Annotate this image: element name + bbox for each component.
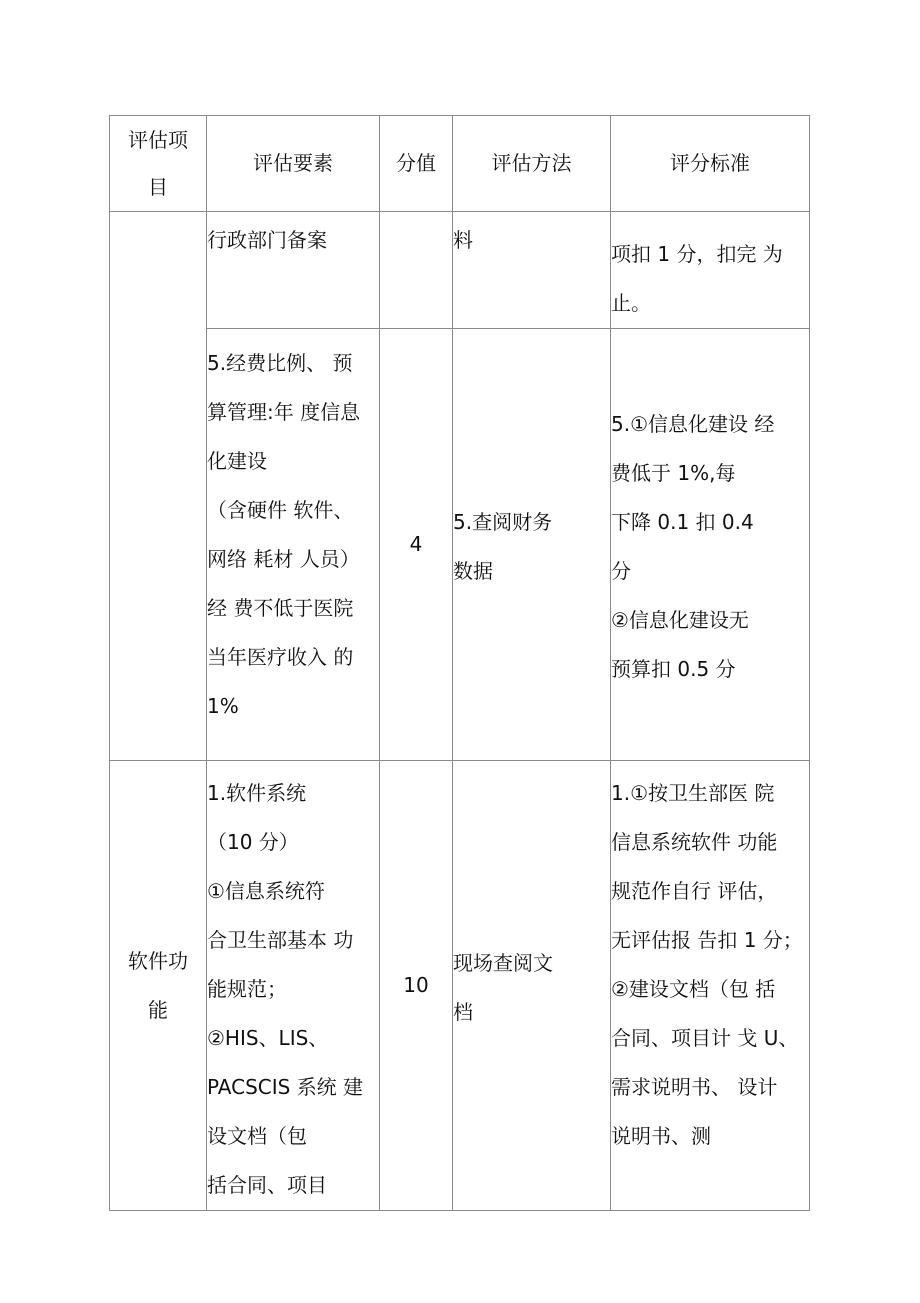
cell-item	[110, 212, 207, 329]
cell-score	[380, 212, 453, 329]
cell-score: 4	[380, 329, 453, 761]
cell-criteria: 1.①按卫生部医 院 信息系统软件 功能 规范作自行 评估， 无评估报 告扣 1 分； ②建设文档（包 括 合同、项目计 戈 U、 需求说明书、 设计 说明书、测	[611, 761, 810, 1211]
header-item: 评估项 目	[110, 116, 207, 212]
table-row	[110, 212, 810, 329]
table-row	[110, 329, 810, 761]
cell-element: 1.软件系统 （10 分） ①信息系统符 合卫生部基本 功 能规范； ②HIS、LIS、 PACSCIS 系统 建 设文档（包 括合同、项目	[207, 761, 380, 1211]
cell-element: 行政部门备案	[207, 212, 380, 329]
table-header-row	[110, 116, 810, 212]
header-score: 分值	[380, 116, 453, 212]
evaluation-table	[109, 115, 810, 1211]
cell-item: 软件功 能	[110, 761, 207, 1211]
cell-method: 5.查阅财务 数据	[453, 329, 611, 761]
cell-element: 5.经费比例、 预 算管理:年 度信息 化建设 （含硬件 软件、 网络 耗材 人员） 经 费不低于医院 当年医疗收入 的 1%	[207, 329, 380, 761]
table-row	[110, 761, 810, 1211]
header-method: 评估方法	[453, 116, 611, 212]
header-element: 评估要素	[207, 116, 380, 212]
cell-method: 现场查阅文 档	[453, 761, 611, 1211]
cell-item	[110, 329, 207, 761]
cell-criteria: 5.①信息化建设 经 费低于 1%,每 下降 0.1 扣 0.4 分 ②信息化建设无 预算扣 0.5 分	[611, 329, 810, 761]
cell-method: 料	[453, 212, 611, 329]
cell-criteria: 项扣 1 分，扣完 为 止。	[611, 212, 810, 329]
header-criteria: 评分标准	[611, 116, 810, 212]
cell-score: 10	[380, 761, 453, 1211]
